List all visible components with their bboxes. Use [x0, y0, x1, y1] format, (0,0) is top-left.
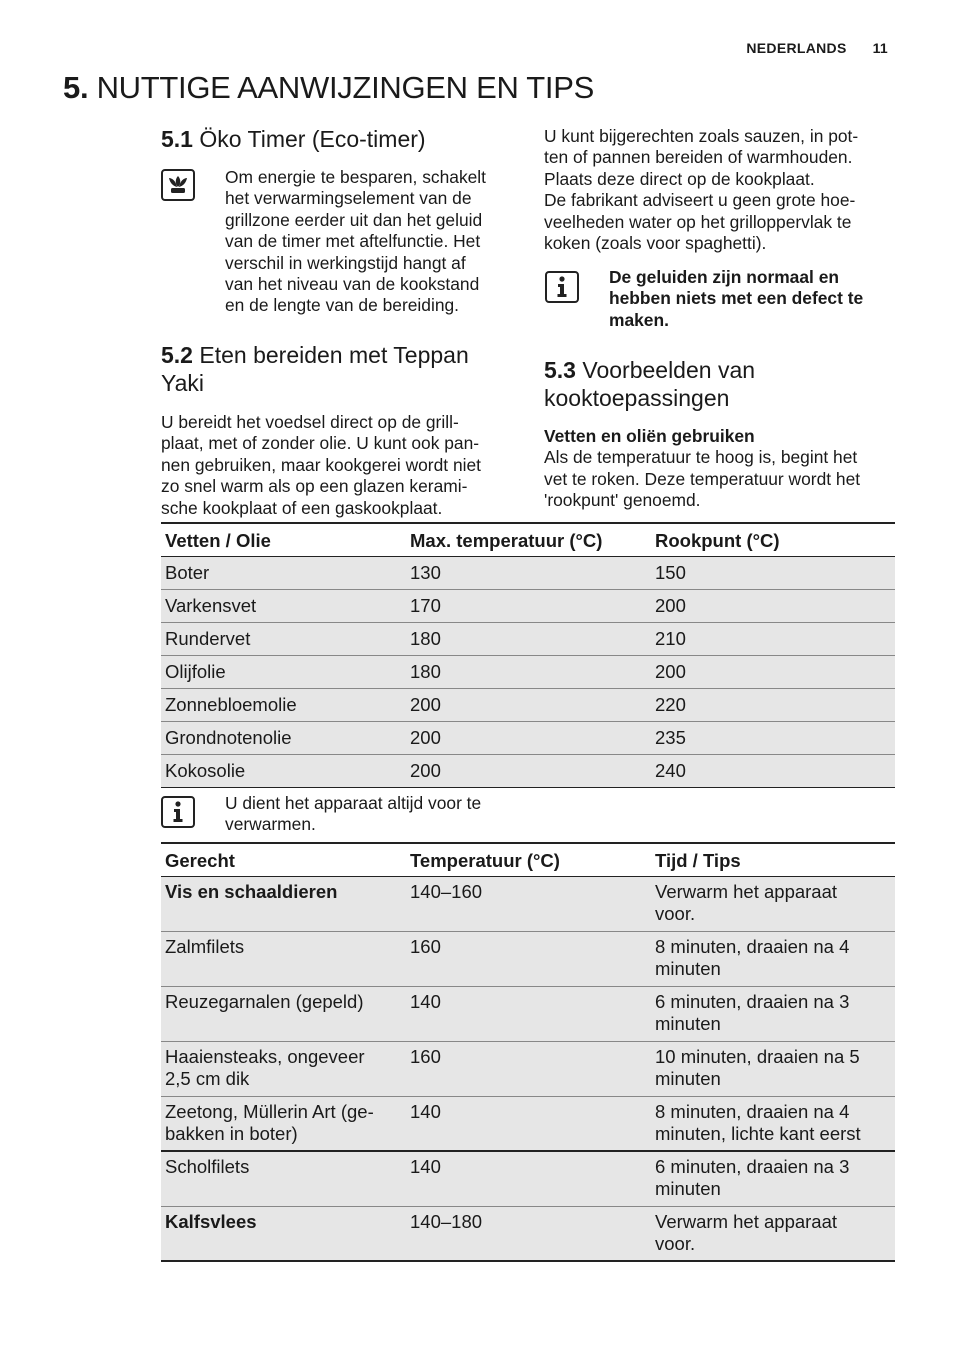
oil-smoke-point: 235 [651, 721, 895, 754]
s51-line: verschil in werkingstijd hangt af [225, 252, 466, 273]
info-note-2-line: verwarmen. [225, 814, 316, 835]
dish-tips-line: Verwarm het apparaat [655, 1210, 838, 1232]
dish-tips-line: minuten [655, 1067, 721, 1089]
dish-tips [651, 931, 895, 986]
table-row [161, 986, 895, 1041]
intro-line: koken (zoals voor spaghetti). [544, 233, 767, 254]
dish-tips-line: 6 minuten, draaien na 3 [655, 990, 850, 1012]
intro-line: De fabrikant adviseert u geen grote hoe- [544, 190, 856, 211]
dish-name-line: Scholfilets [165, 1156, 250, 1177]
dish-temp: 140 [406, 1151, 651, 1206]
section-5-3-title-line: Voorbeelden van [582, 357, 756, 383]
dish-temp: 140 [406, 986, 651, 1041]
dish-tips-line: 8 minuten, draaien na 4 [655, 1100, 850, 1122]
section-5-3-title-line: kooktoepassingen [544, 385, 730, 411]
oil-max-temp: 200 [406, 721, 651, 754]
dish-name [161, 931, 406, 986]
oil-header-cell: Vetten / Olie [161, 523, 406, 556]
dish-tips-line: minuten [655, 1178, 721, 1199]
s51-line: van de timer met aftelfunctie. Het [225, 231, 481, 252]
intro-line: veelheden water op het grilloppervlak te [544, 211, 852, 232]
oil-name: Olijfolie [161, 655, 406, 688]
s52-line: nen gebruiken, maar kookgerei wordt niet [161, 454, 481, 475]
s51-line: Om energie te besparen, schakelt [225, 167, 487, 187]
intro-line: Plaats deze direct op de kookplaat. [544, 168, 815, 189]
oil-max-temp: 130 [406, 556, 651, 589]
oil-max-temp: 170 [406, 589, 651, 622]
oil-smoke-point: 200 [651, 589, 895, 622]
info-note-1-line: De geluiden zijn normaal en [609, 267, 839, 287]
section-5-2-title-line: Eten bereiden met Teppan [199, 342, 469, 368]
dish-temp: 140 [406, 1096, 651, 1151]
dish-tips-line: 6 minuten, draaien na 3 [655, 1156, 850, 1177]
section-5-2-text [161, 412, 511, 519]
oil-name: Varkensvet [161, 589, 406, 622]
s53-line: Als de temperatuur te hoog is, begint het [544, 447, 858, 468]
info-note-1-line: maken. [609, 309, 669, 330]
oil-name: Zonnebloemolie [161, 688, 406, 721]
section-title [63, 70, 594, 106]
dish-tips-line: minuten, lichte kant eerst [655, 1122, 861, 1144]
eco-leaf-icon [161, 169, 195, 201]
oil-name: Boter [161, 556, 406, 589]
dish-tips-line: voor. [655, 902, 696, 924]
dish-header-cell: Gerecht [161, 843, 406, 876]
table-row [161, 1041, 895, 1096]
table-row [161, 931, 895, 986]
dish-tips [651, 986, 895, 1041]
table-row [161, 589, 895, 622]
oil-header-cell: Max. temperatuur (°C) [406, 523, 651, 556]
oil-header-cell: Rookpunt (°C) [651, 523, 895, 556]
dish-name [161, 1151, 406, 1206]
dish-name-line: Reuzegarnalen (gepeld) [165, 990, 364, 1012]
dish-temp: 160 [406, 1041, 651, 1096]
intro-line: U kunt bijgerechten zoals sauzen, in pot- [544, 126, 859, 146]
dish-temp: 140–180 [406, 1206, 651, 1261]
dish-tips [651, 1041, 895, 1096]
dish-name-line: bakken in boter) [165, 1122, 298, 1144]
s52-line: U bereidt het voedsel direct op de grill- [161, 412, 459, 432]
section-5-2-title-line: Yaki [161, 370, 205, 396]
oil-name: Kokosolie [161, 754, 406, 787]
dish-name-line: 2,5 cm dik [165, 1067, 250, 1089]
page-header [746, 40, 888, 56]
dish-name [161, 1041, 406, 1096]
header-language: NEDERLANDS [746, 40, 847, 56]
table-row [161, 721, 895, 754]
s51-line: het verwarmingselement van de [225, 188, 472, 209]
dish-temp: 140–160 [406, 876, 651, 931]
dish-tips-line: minuten [655, 957, 721, 979]
dish-name [161, 986, 406, 1041]
section-5-1-text [225, 167, 515, 317]
dish-temp: 160 [406, 931, 651, 986]
info-note-2 [225, 793, 525, 836]
table-row [161, 1096, 895, 1151]
table-row [161, 754, 895, 787]
dish-name-line: Kalfsvlees [165, 1210, 257, 1232]
section-5-1-number: 5.1 [161, 126, 193, 152]
s52-line: sche kookplaat of een gaskookplaat. [161, 497, 443, 518]
oil-smoke-point: 210 [651, 622, 895, 655]
oil-table [161, 522, 895, 788]
dish-name [161, 1206, 406, 1261]
oil-table-header [161, 523, 895, 556]
dish-tips-line: 10 minuten, draaien na 5 [655, 1045, 860, 1067]
section-5-2 [161, 341, 511, 519]
page-number: 11 [872, 40, 888, 56]
oil-max-temp: 200 [406, 688, 651, 721]
dish-name-line: Vis en schaaldieren [165, 880, 338, 902]
oil-smoke-point: 240 [651, 754, 895, 787]
s51-line: en de lengte van de bereiding. [225, 295, 459, 316]
s52-line: plaat, met of zonder olie. U kunt ook pan- [161, 433, 480, 454]
dish-tips [651, 1096, 895, 1151]
dish-name-line: Haaiensteaks, ongeveer [165, 1045, 365, 1067]
dish-tips-line: minuten [655, 1012, 721, 1034]
table-row [161, 556, 895, 589]
table-row [161, 1151, 895, 1206]
dish-tips [651, 876, 895, 931]
dish-tips [651, 1151, 895, 1206]
oil-smoke-point: 200 [651, 655, 895, 688]
intro-line: ten of pannen bereiden of warmhouden. [544, 147, 853, 168]
dish-name-line: Zeetong, Müllerin Art (ge- [165, 1100, 374, 1122]
oil-smoke-point: 220 [651, 688, 895, 721]
info-icon [161, 796, 195, 828]
table-row [161, 655, 895, 688]
dish-name-line: Zalmfilets [165, 935, 245, 957]
info-icon [545, 271, 579, 303]
section-title-text: NUTTIGE AANWIJZINGEN EN TIPS [96, 70, 595, 105]
oil-max-temp: 200 [406, 754, 651, 787]
section-5-1-title: Öko Timer (Eco-timer) [199, 126, 426, 152]
dish-tips-line: Verwarm het apparaat [655, 880, 838, 902]
info-note-1 [609, 267, 899, 331]
s51-line: van het niveau van de kookstand [225, 274, 480, 295]
dish-table-header [161, 843, 895, 876]
section-5-2-number: 5.2 [161, 342, 193, 368]
s53-line: vet te roken. Deze temperatuur wordt het [544, 468, 861, 489]
section-5-2-heading [161, 341, 511, 397]
oil-name: Grondnotenolie [161, 721, 406, 754]
table-row [161, 688, 895, 721]
oil-name: Rundervet [161, 622, 406, 655]
s51-line: grillzone eerder uit dan het geluid [225, 209, 483, 230]
dish-tips [651, 1206, 895, 1261]
dish-tips-line: voor. [655, 1232, 696, 1254]
info-note-1-line: hebben niets met een defect te [609, 288, 864, 309]
section-5-1 [161, 125, 511, 153]
section-5-1-heading [161, 125, 511, 153]
table-row [161, 1206, 895, 1261]
right-intro-text [544, 126, 896, 254]
s53-line: 'rookpunt' genoemd. [544, 490, 701, 511]
oil-max-temp: 180 [406, 622, 651, 655]
oil-smoke-point: 150 [651, 556, 895, 589]
section-number: 5. [63, 70, 89, 105]
dish-header-cell: Temperatuur (°C) [406, 843, 651, 876]
dish-tips-line: 8 minuten, draaien na 4 [655, 935, 850, 957]
s52-line: zo snel warm als op een glazen kerami- [161, 476, 468, 497]
dish-name [161, 876, 406, 931]
section-5-3-subheading: Vetten en oliën gebruiken [544, 426, 755, 446]
section-5-3 [544, 356, 896, 512]
oil-max-temp: 180 [406, 655, 651, 688]
table-row [161, 622, 895, 655]
info-note-2-line: U dient het apparaat altijd voor te [225, 793, 482, 813]
dish-header-cell: Tijd / Tips [651, 843, 895, 876]
table-row [161, 876, 895, 931]
section-5-3-heading [544, 356, 896, 412]
dish-name [161, 1096, 406, 1151]
dish-table [161, 842, 895, 1262]
section-5-3-number: 5.3 [544, 357, 576, 383]
